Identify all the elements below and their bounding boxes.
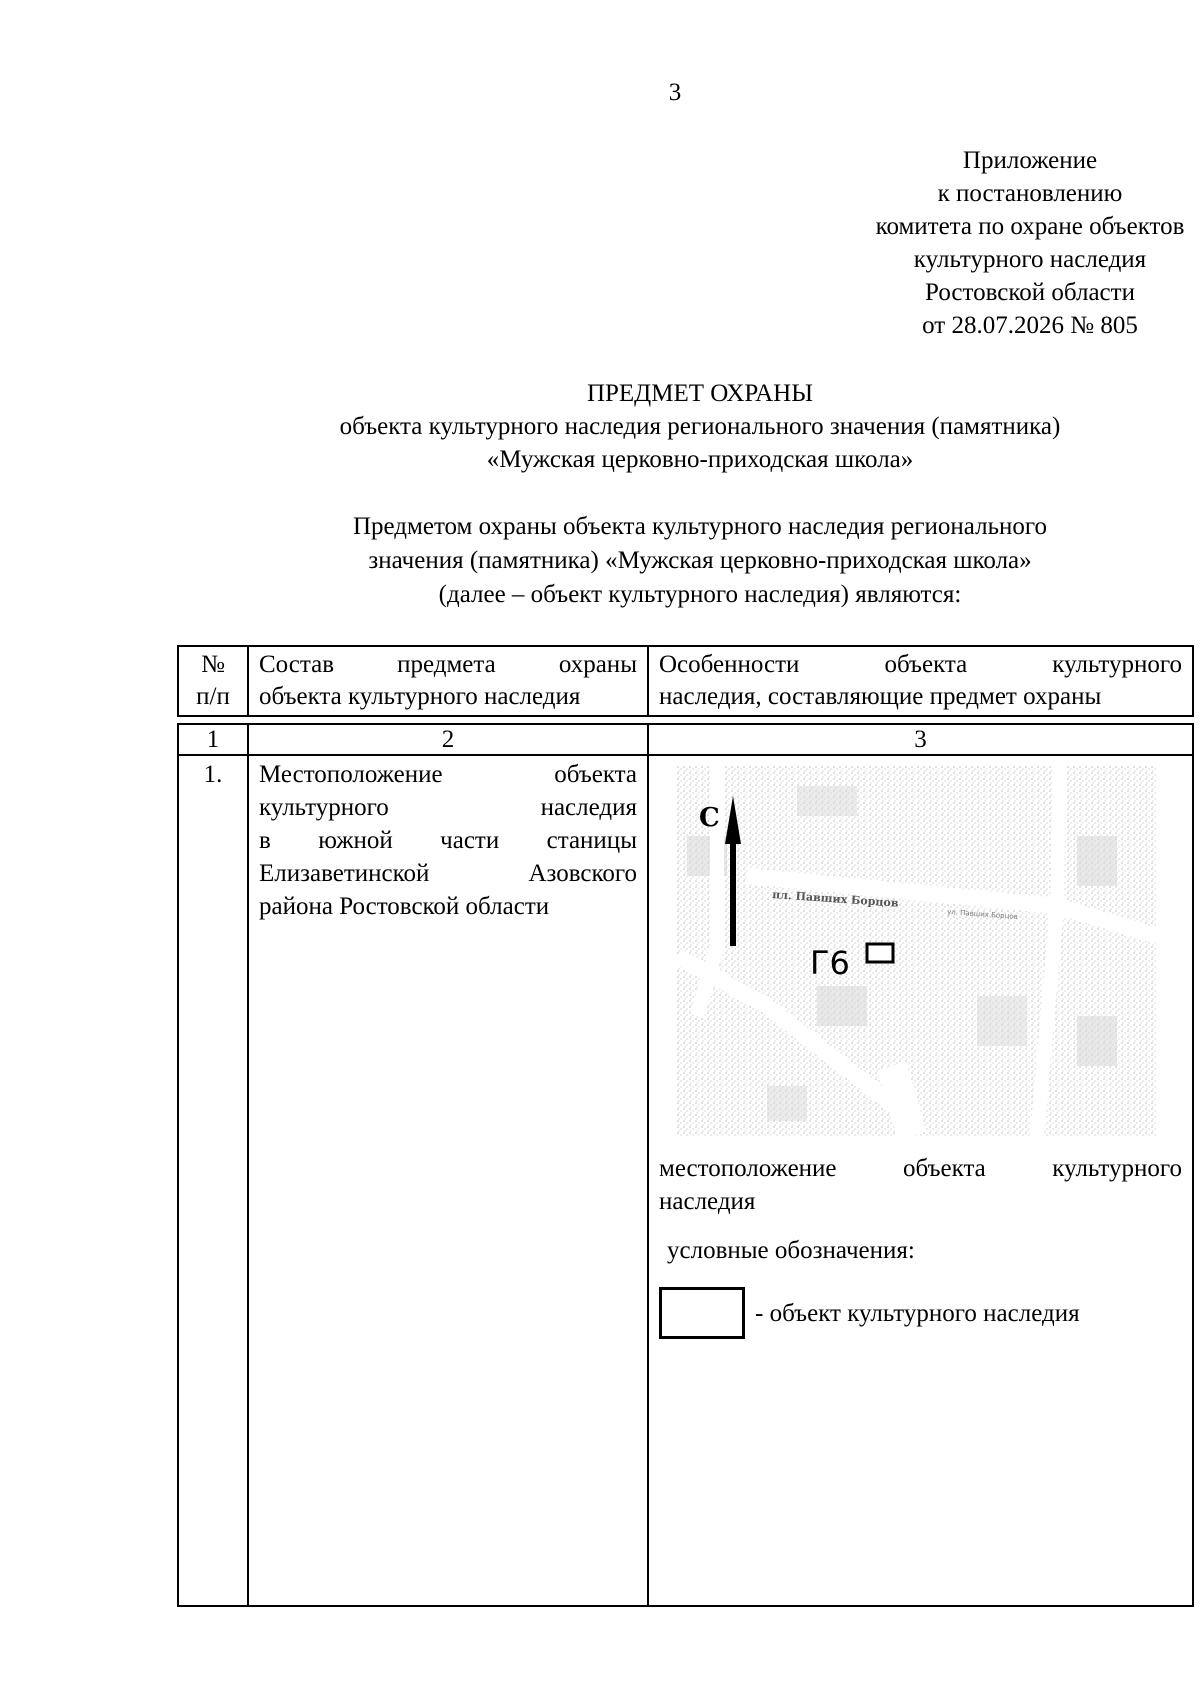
legend-item [659,1287,1182,1339]
approval-line: комитета по охране объектов [875,213,1185,240]
location-map [677,766,1157,1136]
header-cell-number [178,646,248,716]
approval-line: Приложение [962,147,1098,174]
caption-line: наследия [659,1188,756,1215]
header-cell-composition [248,646,648,716]
approval-line: Ростовской области [925,279,1135,306]
approval-line: от 28.07.2026 № 805 [922,312,1138,339]
row-description [248,755,648,1606]
intro-paragraph [250,510,1150,612]
intro-line: Предметом охраны объекта культурного наследия регионального [352,513,1047,540]
column-number: 2 [248,724,648,755]
legend-label: - объект культурного наследия [755,1299,1080,1327]
description-line: Елизаветинской Азовского [259,860,637,887]
column-number: 1 [178,724,248,755]
map-background [677,766,1157,1136]
description-line: Местоположение объекта [259,761,637,788]
column-number-row [178,724,1193,755]
header-text: Особенности объекта культурного [659,651,1182,678]
object-marker [867,944,893,962]
title-heading: ПРЕДМЕТ ОХРАНЫ [586,380,814,407]
description-line: культурного наследия [259,794,637,821]
title-line: «Мужская церковно-приходская школа» [486,446,914,473]
approval-line: культурного наследия [913,246,1147,273]
location-map-image [677,766,1157,1136]
legend-rectangle-icon [659,1287,745,1339]
header-text: п/п [196,683,230,710]
intro-line: (далее – объект культурного наследия) являются: [438,581,962,608]
intro-line: значения (памятника) «Мужская церковно-приходская школа» [368,547,1032,574]
description-line: района Ростовской области [259,893,550,920]
header-text: № [201,651,225,678]
row-number: 1. [178,755,248,1606]
header-text: наследия, составляющие предмет охраны [659,683,1102,710]
document-title [250,377,1150,476]
header-text: Состав предмета охраны [259,651,637,678]
legend-title: условные обозначения: [667,1237,915,1264]
title-line: объекта культурного наследия регионального значения (памятника) [339,413,1061,440]
table-header [177,645,1194,717]
approval-line: к постановлению [937,180,1123,207]
approval-block [780,144,1200,342]
table-row [178,755,1193,1606]
protection-table [177,645,1194,1607]
header-text: объекта культурного наследия [259,683,581,710]
column-number: 3 [648,724,1193,755]
page-number: 3 [668,79,682,106]
object-label: Г6 [810,944,850,982]
row-features [648,755,1193,1606]
header-cell-features [648,646,1193,716]
map-caption [659,1152,1182,1218]
table-body [177,723,1194,1607]
street-label-small: ул. Павших Борцов [946,908,1019,921]
caption-line: местоположение объекта культурного [659,1155,1182,1182]
north-label: С [699,803,720,833]
description-line: в южной части станицы [259,827,637,854]
street-label: пл. Павших Борцов [771,888,899,910]
